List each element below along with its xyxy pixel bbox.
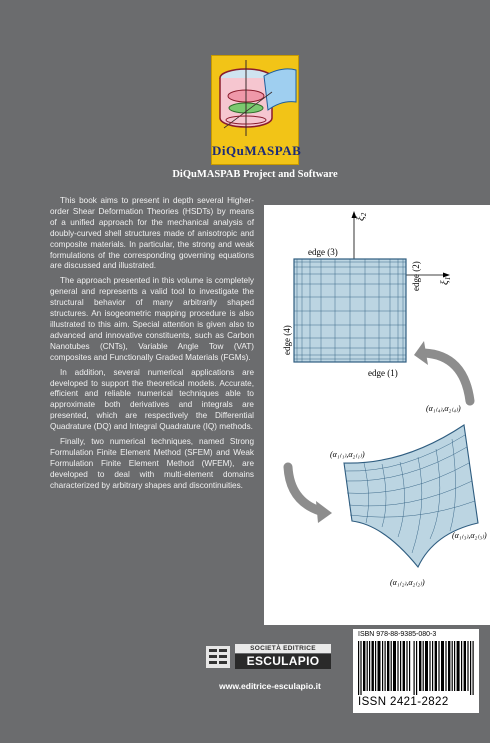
publisher-name: ESCULAPIO xyxy=(235,654,331,669)
book-description xyxy=(50,196,254,496)
description-paragraph-2: The approach presented in this volume is completely general and represents a valid tool to investigate the structural behavior of many arbitrarily shaped structures. An isogeometric mapping procedure is also illustrated to this aim. Special attention is given also to advanced and innovative constituents, such as Carbon Nanotubes (CNTs), Variable Angle Tow (VAT) composites and Functionally Graded Materials (FGMs). xyxy=(50,276,254,362)
inverse-mapping-arrow xyxy=(288,467,320,511)
edge-4-label: edge (4) xyxy=(282,325,292,355)
edge-3-label: edge (3) xyxy=(308,247,338,257)
isbn-number: ISBN 978-88-9385-080-3 xyxy=(358,631,437,638)
publisher-emblem-icon xyxy=(205,645,231,669)
barcode-bars xyxy=(358,641,474,695)
xi1-label: ξ1 xyxy=(439,276,452,285)
isogeometric-mapping-diagram xyxy=(264,205,490,625)
publisher-tagline: SOCIETÀ EDITRICE xyxy=(235,644,331,653)
project-logo xyxy=(211,55,302,165)
description-paragraph-4: Finally, two numerical techniques, named Strong Formulation Finite Element Method (SFEM) and Weak Formulation Finite Element Method (WFEM), are developed to deal with multi-element domains characterized by arbitrary shapes and discontinuities. xyxy=(50,437,254,490)
corner-label-bottom-left: (α₁₍₂₎,α₂₍₂₎) xyxy=(390,578,425,587)
isbn-barcode xyxy=(353,629,479,713)
project-subtitle: DiQuMASPAB Project and Software xyxy=(172,169,338,180)
logo-wordmark: DiQuMASPAB xyxy=(212,143,302,158)
edge-2-label: edge (2) xyxy=(411,261,421,291)
description-paragraph-1: This book aims to present in depth several Higher-order Shear Deformation Theories (HSDTs) by means of a unified approach for the mechanical analysis of doubly-curved shell structures made of anisotropic and composite materials. In particular, the strong and weak formulations of the corresponding governing equations are discussed and illustrated. xyxy=(50,196,254,271)
publisher-logo xyxy=(205,644,333,671)
edge-1-label: edge (1) xyxy=(368,368,398,378)
mapping-figure xyxy=(264,205,490,625)
xi2-label: ξ2 xyxy=(355,212,368,221)
description-paragraph-3: In addition, several numerical applications are developed to support the theoretical models. Accurate, efficient and reliable numerical techniques able to approximate both derivatives and integrals are presented, which are respectively the Differential Quadrature (DQ) and Integral Quadrature (IQ) methods. xyxy=(50,367,254,432)
publisher-website: www.editrice-esculapio.it xyxy=(219,681,321,691)
physical-domain-patch xyxy=(344,425,478,567)
corner-label-top-left: (α₁₍₁₎,α₂₍₁₎) xyxy=(330,450,365,459)
issn-number: ISSN 2421-2822 xyxy=(358,696,449,708)
corner-label-top-right: (α₁₍₄₎,α₂₍₄₎) xyxy=(426,404,461,413)
shell-logo-icon xyxy=(212,56,298,144)
corner-label-bottom-right: (α₁₍₃₎,α₂₍₃₎) xyxy=(452,531,487,540)
forward-mapping-arrow xyxy=(424,353,470,401)
